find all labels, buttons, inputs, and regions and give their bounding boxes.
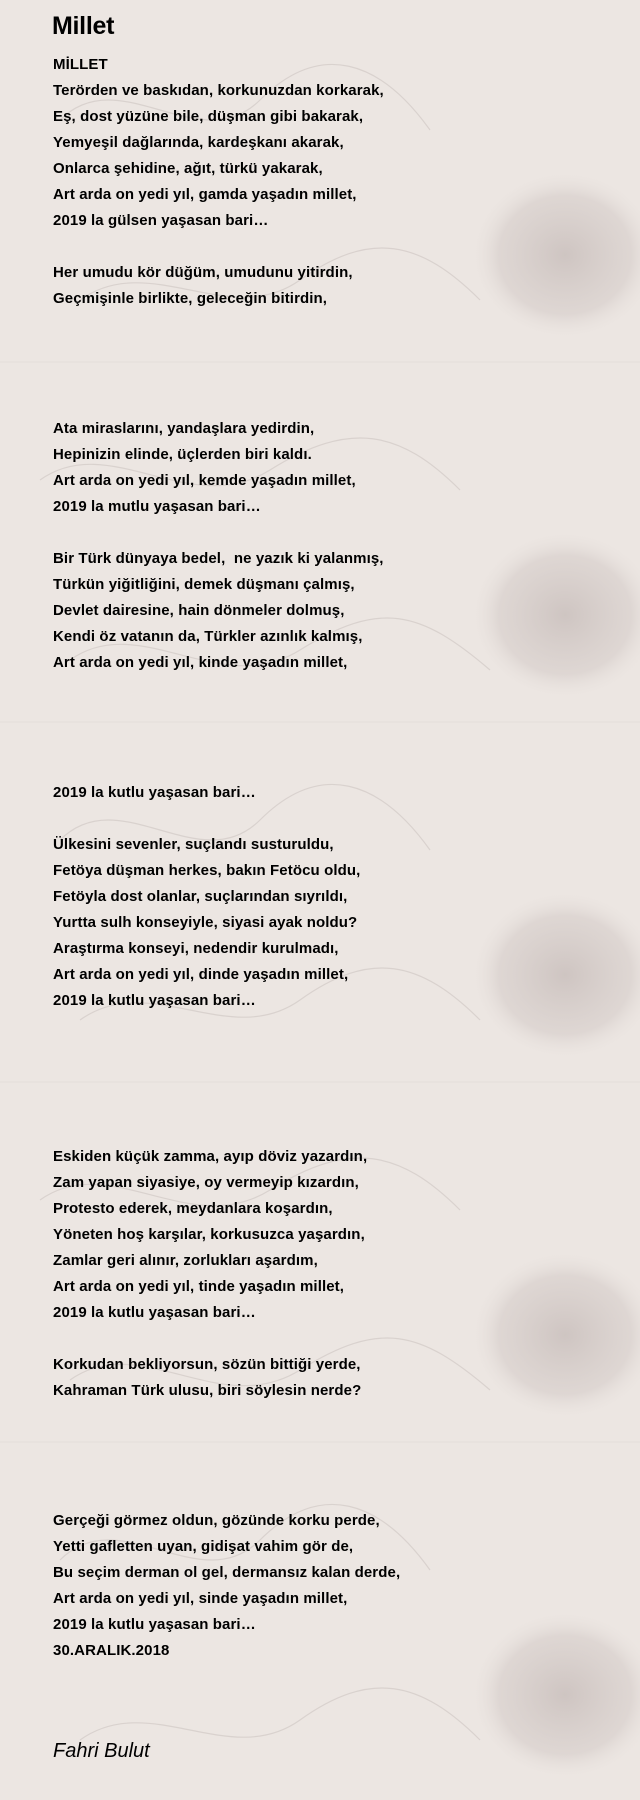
poem-line — [53, 702, 613, 728]
poem-line: Art arda on yedi yıl, kinde yaşadın millet, — [53, 654, 348, 671]
poem-line: 2019 la kutlu yaşasan bari… — [53, 1616, 256, 1633]
poem-line: 2019 la gülsen yaşasan bari… — [53, 212, 269, 229]
poem-line: Onlarca şehidine, ağıt, türkü yakarak, — [53, 160, 323, 177]
poem-line — [53, 520, 613, 546]
poem-line: Her umudu kör düğüm, umudunu yitirdin, — [53, 264, 353, 281]
poem-line — [53, 1014, 613, 1040]
poem-line: Kendi öz vatanın da, Türkler azınlık kalmış, — [53, 628, 363, 645]
poem-line — [53, 1326, 613, 1352]
poem-line — [53, 1430, 613, 1456]
poem-line: Art arda on yedi yıl, tinde yaşadın millet, — [53, 1278, 345, 1295]
poem-line — [53, 364, 613, 390]
poem-line: 2019 la kutlu yaşasan bari… — [53, 784, 256, 801]
poem-line — [53, 1118, 613, 1144]
poem-line: MİLLET — [53, 56, 108, 73]
poem-line: Art arda on yedi yıl, sinde yaşadın millet, — [53, 1590, 348, 1607]
poem-line: Gerçeği görmez oldun, gözünde korku perde, — [53, 1512, 380, 1529]
poem-line — [53, 312, 613, 338]
poem-line — [53, 1066, 613, 1092]
poem-line: Geçmişinle birlikte, geleceğin bitirdin, — [53, 290, 328, 307]
poem-line — [53, 234, 613, 260]
poem-line — [53, 728, 613, 754]
poem-line — [53, 1482, 613, 1508]
poem-line: Türkün yiğitliğini, demek düşmanı çalmış, — [53, 576, 355, 593]
poem-line — [53, 1040, 613, 1066]
poem-line: Bu seçim derman ol gel, dermansız kalan derde, — [53, 1564, 401, 1581]
poem-body — [53, 52, 613, 1664]
poem-line: Yurtta sulh konseyiyle, siyasi ayak noldu? — [53, 914, 358, 931]
poem-line: Art arda on yedi yıl, kemde yaşadın millet, — [53, 472, 356, 489]
poem-line: Yemyeşil dağlarında, kardeşkanı akarak, — [53, 134, 344, 151]
poem-line: Art arda on yedi yıl, dinde yaşadın millet, — [53, 966, 349, 983]
poem-line: Yöneten hoş karşılar, korkusuzca yaşardın, — [53, 1226, 365, 1243]
poem-line: Kahraman Türk ulusu, biri söylesin nerde? — [53, 1382, 362, 1399]
poem-line — [53, 806, 613, 832]
poem-line: 30.ARALIK.2018 — [53, 1642, 170, 1659]
poem-line — [53, 1092, 613, 1118]
poem-line: Zamlar geri alınır, zorlukları aşardım, — [53, 1252, 318, 1269]
poem-line: Korkudan bekliyorsun, sözün bittiği yerde, — [53, 1356, 361, 1373]
poem-line: 2019 la kutlu yaşasan bari… — [53, 992, 256, 1009]
poem-author: Fahri Bulut — [53, 1740, 150, 1762]
poem-line: Protesto ederek, meydanlara koşardın, — [53, 1200, 333, 1217]
poem-line — [53, 338, 613, 364]
poem-line — [53, 754, 613, 780]
poem-line: Ata miraslarını, yandaşlara yedirdin, — [53, 420, 315, 437]
poem-line: Fetöyla dost olanlar, suçlarından sıyrıldı, — [53, 888, 348, 905]
poem-line: Fetöya düşman herkes, bakın Fetöcu oldu, — [53, 862, 361, 879]
poem-line: Terörden ve baskıdan, korkunuzdan korkarak, — [53, 82, 384, 99]
poem-line: Zam yapan siyasiye, oy vermeyip kızardın, — [53, 1174, 359, 1191]
poem-line: 2019 la kutlu yaşasan bari… — [53, 1304, 256, 1321]
poem-line — [53, 390, 613, 416]
poem-line: Yetti gafletten uyan, gidişat vahim gör de, — [53, 1538, 354, 1555]
poem-line: Eş, dost yüzüne bile, düşman gibi bakarak, — [53, 108, 364, 125]
poem-line: Art arda on yedi yıl, gamda yaşadın millet, — [53, 186, 357, 203]
poem-line: Hepinizin elinde, üçlerden biri kaldı. — [53, 446, 312, 463]
poem-line: Devlet dairesine, hain dönmeler dolmuş, — [53, 602, 345, 619]
poem-line — [53, 1404, 613, 1430]
poem-line: Araştırma konseyi, nedendir kurulmadı, — [53, 940, 339, 957]
poem-line: Eskiden küçük zamma, ayıp döviz yazardın, — [53, 1148, 368, 1165]
poem-line: 2019 la mutlu yaşasan bari… — [53, 498, 261, 515]
poem-line — [53, 1456, 613, 1482]
poem-line: Bir Türk dünyaya bedel, ne yazık ki yalanmış, — [53, 550, 384, 567]
poem-line: Ülkesini sevenler, suçlandı susturuldu, — [53, 836, 334, 853]
poem-title: Millet — [52, 12, 115, 40]
poem-line — [53, 676, 613, 702]
